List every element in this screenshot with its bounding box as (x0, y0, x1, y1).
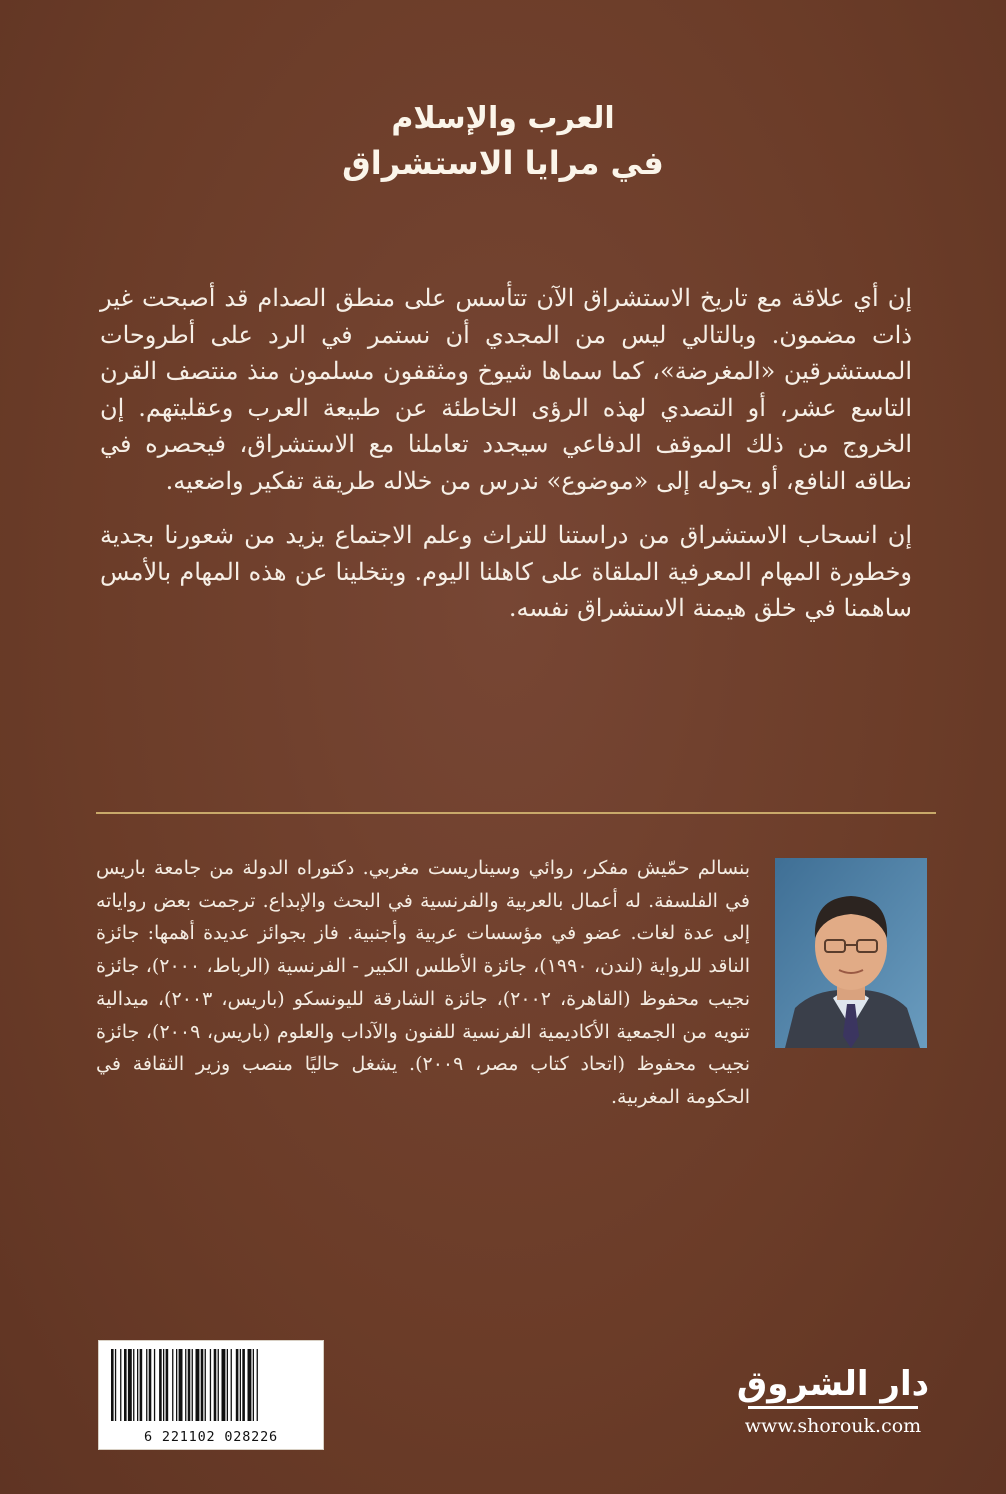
barcode-bars (107, 1349, 315, 1421)
title-line-1: العرب والإسلام (391, 101, 615, 136)
title-line-2: في مرايا الاستشراق (342, 144, 664, 182)
blurb-paragraph-1: إن أي علاقة مع تاريخ الاستشراق الآن تتأسس على منطق الصدام قد أصبحت غير ذات مضمون. وبالتالي ليس من المجدي أن نستمر في الرد على أطروحات المستشرقين «المغرضة»، كما سماها شيوخ ومثقفون مسلمون منذ منتصف القرن التاسع عشر، أو التصدي لهذه الرؤى الخاطئة عن طبيعة العرب وعقليتهم. إن الخروج من ذلك الموقف الدفاعي سيجدد تعاملنا مع الاستشراق، فيحصره في نطاقه النافع، أو يحوله إلى «موضوع» ندرس من خلاله طريقة تفكير واضعيه. (100, 284, 912, 495)
isbn-barcode (98, 1340, 324, 1450)
barcode-number: 6 221102 028226 (144, 1429, 278, 1445)
section-divider (96, 812, 936, 814)
blurb-paragraph-2: إن انسحاب الاستشراق من دراستنا للتراث وعلم الاجتماع يزيد من شعورنا بجدية وخطورة المهام المعرفية الملقاة على كاهلنا اليوم. وبتخلينا عن هذه المهام بالأمس ساهمنا في خلق هيمنة الاستشراق نفسه. (100, 521, 912, 622)
author-bio (96, 852, 750, 1114)
publisher-name: دار الشروق (736, 1364, 930, 1404)
author-photo (775, 858, 927, 1048)
author-bio-text: بنسالم حمّيش مفكر، روائي وسيناريست مغربي. دكتوراه الدولة من جامعة باريس في الفلسفة. له أعمال بالعربية والفرنسية في البحث والإبداع. ترجمت بعض رواياته إلى عدة لغات. عضو في مؤسسات عربية وأجنبية. فاز بجوائز عديدة أهمها: جائزة الناقد للرواية (لندن، ١٩٩٠)، جائزة الأطلس الكبير - الفرنسية (الرباط، ٢٠٠٠)، جائزة نجيب محفوظ (القاهرة، ٢٠٠٢)، جائزة الشارقة لليونسكو (باريس، ٢٠٠٣)، ميدالية تنويه من الجمعية الأكاديمية الفرنسية للفنون والآداب والعلوم (باريس، ٢٠٠٩)، جائزة نجيب محفوظ (اتحاد كتاب مصر، ٢٠٠٩). يشغل حاليًا منصب وزير الثقافة في الحكومة المغربية. (96, 857, 750, 1108)
publisher-logo-underline (748, 1406, 918, 1409)
publisher-logo (728, 1364, 938, 1437)
publisher-url: www.shorouk.com (744, 1415, 922, 1437)
book-blurb (100, 280, 912, 627)
book-title (0, 98, 1006, 186)
